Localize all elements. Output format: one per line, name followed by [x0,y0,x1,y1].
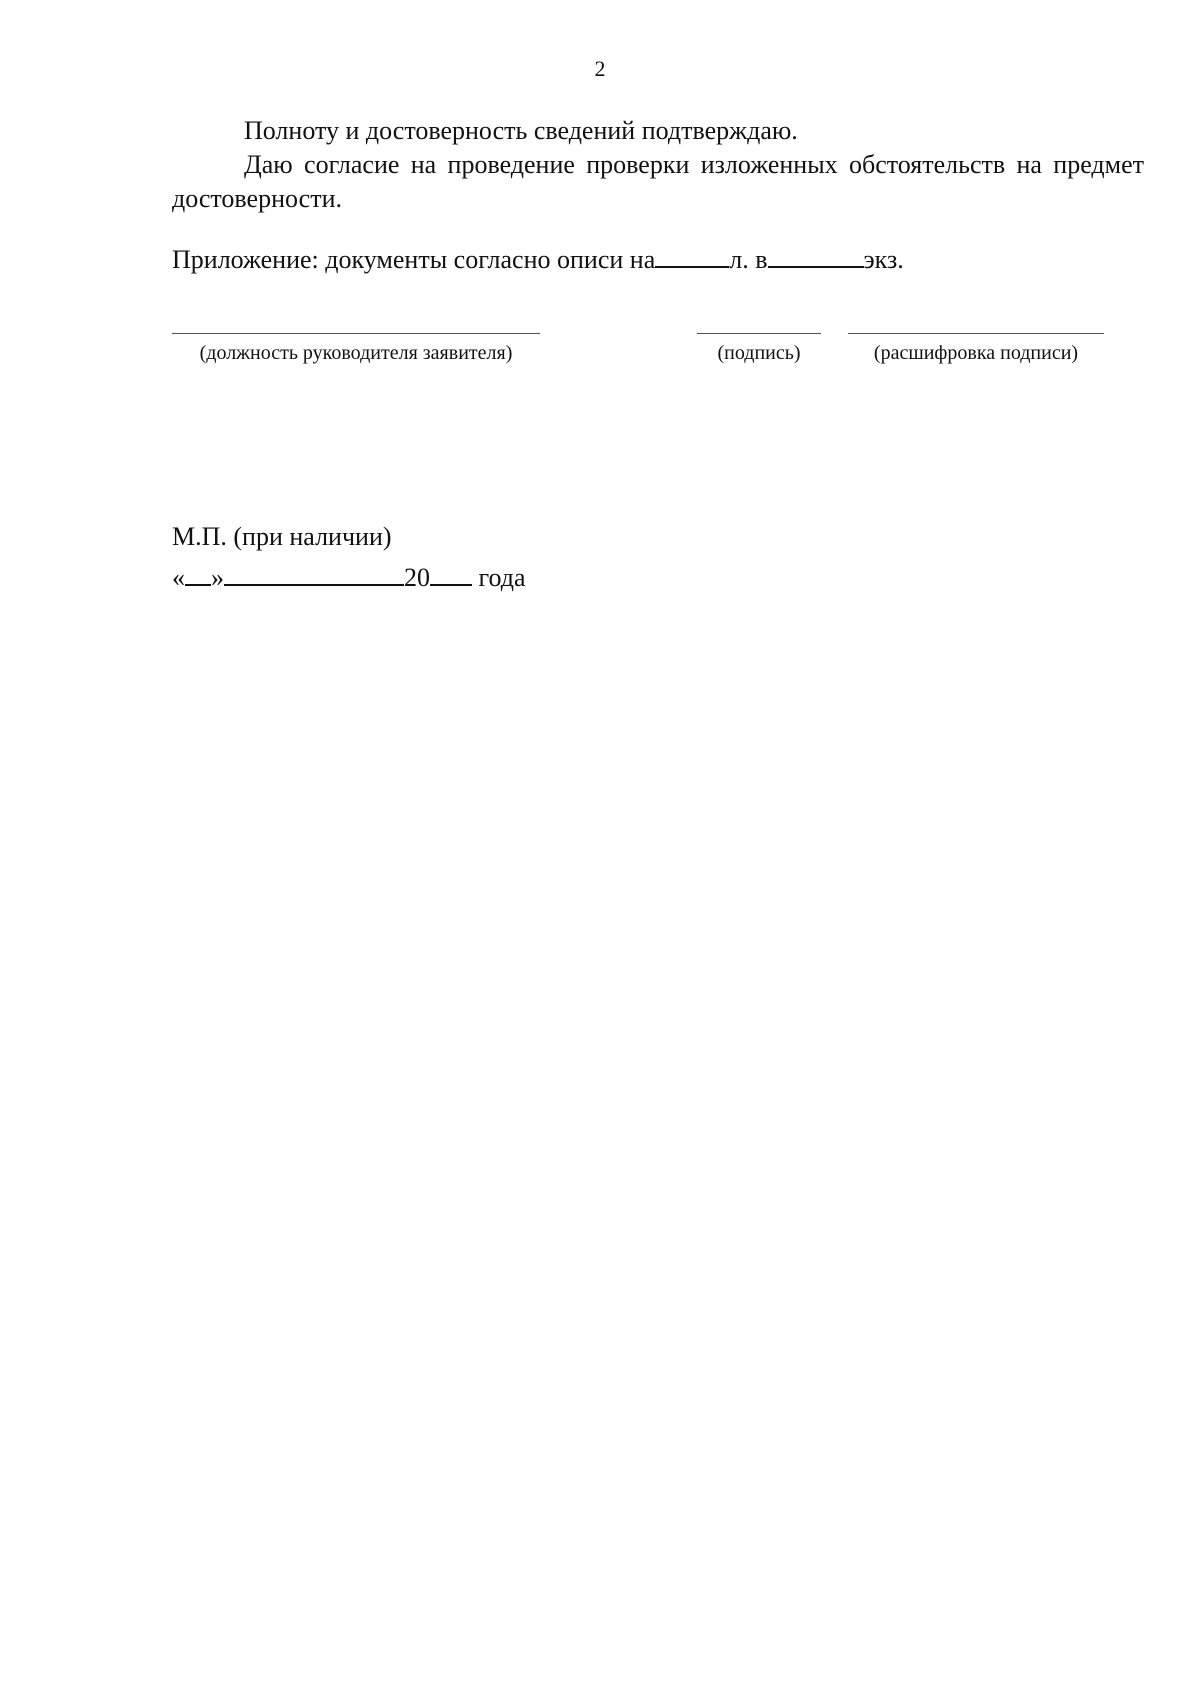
consent-paragraph: Даю согласие на проведение проверки изложенных обстоятельств на предмет достоверности. [172,150,1144,213]
date-line [172,558,526,595]
signature-line[interactable] [697,333,821,334]
appendix-prefix: Приложение: документы согласно описи на [172,245,656,274]
position-signature-line[interactable] [172,333,540,334]
position-caption: (должность руководителя заявителя) [199,342,513,364]
appendix-suffix: экз. [863,245,904,274]
confirmation-paragraph: Полноту и достоверность сведений подтверждаю. [244,116,798,145]
year-blank[interactable] [430,558,472,586]
date-century: 20 [404,563,430,592]
copies-count-blank[interactable] [768,240,864,268]
signature-decoding-line[interactable] [848,333,1104,334]
stamp-label: М.П. (при наличии) [172,522,392,551]
date-close-quote: » [211,563,224,592]
appendix-middle: л. в [729,245,768,274]
page-number: 2 [594,56,606,81]
decoding-caption: (расшифровка подписи) [873,342,1079,364]
date-year-word: года [478,563,526,592]
appendix-line [172,240,904,277]
month-blank[interactable] [224,558,404,586]
sheets-count-blank[interactable] [655,240,729,268]
signature-caption: (подпись) [717,342,801,364]
date-open-quote: « [172,563,185,592]
day-blank[interactable] [185,558,211,586]
